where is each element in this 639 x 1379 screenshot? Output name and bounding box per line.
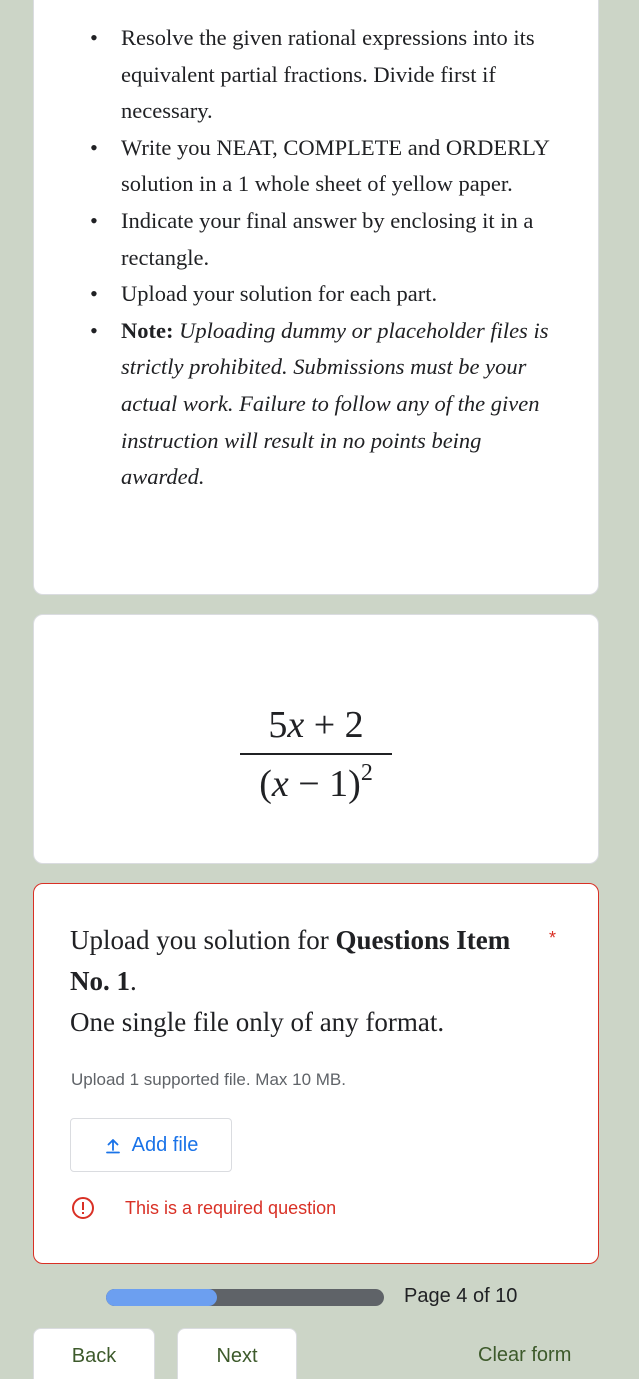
- list-item: [88, 20, 568, 130]
- rational-expression: [240, 700, 392, 809]
- required-asterisk: *: [549, 928, 557, 948]
- add-file-label: Add file: [131, 1133, 199, 1156]
- add-file-button[interactable]: [70, 1118, 232, 1172]
- next-button[interactable]: [177, 1328, 297, 1379]
- fraction-denominator: $(x - 1)^2$: [259, 760, 373, 805]
- note-text: Uploading dummy or placeholder files is strictly prohibited. Submissions must be your actual work. Failure to follow any of the given instruction will result in no points being awarded.: [121, 317, 549, 490]
- question-title-bold: Questions Item No. 1: [70, 925, 511, 996]
- instruction-text: Resolve the given rational expressions into its equivalent partial fractions. Divide first if necessary.: [121, 25, 535, 124]
- instruction-text: Upload your solution for each part.: [121, 281, 438, 307]
- instructions-list: [88, 20, 568, 496]
- bullet-icon: •: [90, 207, 98, 233]
- list-item: [88, 313, 568, 496]
- required-error: [71, 1196, 336, 1220]
- bullet-icon: •: [90, 281, 98, 307]
- list-item: [88, 130, 568, 203]
- clear-form-link[interactable]: Clear form: [478, 1344, 572, 1366]
- upload-icon: [104, 1136, 122, 1154]
- bullet-icon: •: [90, 317, 98, 343]
- list-item: [88, 276, 568, 313]
- next-label: Next: [216, 1345, 258, 1367]
- instruction-text: Indicate your final answer by enclosing it in a rectangle.: [121, 207, 534, 270]
- question-title: Upload you solution for Questions Item No. 1. One single file only of any format.: [70, 925, 511, 1037]
- back-button[interactable]: [33, 1328, 155, 1379]
- back-label: Back: [71, 1345, 117, 1367]
- instruction-text: Write you NEAT, COMPLETE and ORDERLY solution in a 1 whole sheet of yellow paper.: [121, 134, 550, 197]
- progress-bar: [106, 1289, 384, 1306]
- page-indicator: Page 4 of 10: [404, 1285, 518, 1307]
- note-label: Note:: [121, 317, 174, 343]
- progress-fill: [106, 1289, 217, 1306]
- fraction-bar: [240, 753, 392, 755]
- upload-hint: Upload 1 supported file. Max 10 MB.: [71, 1070, 346, 1089]
- question-subtitle: One single file only of any format.: [70, 1007, 445, 1037]
- bullet-icon: •: [90, 25, 98, 50]
- bullet-icon: •: [90, 134, 98, 160]
- error-text: This is a required question: [125, 1197, 337, 1218]
- fraction-numerator: 5x + 2: [268, 704, 364, 746]
- error-icon: [71, 1196, 95, 1220]
- list-item: [88, 203, 568, 276]
